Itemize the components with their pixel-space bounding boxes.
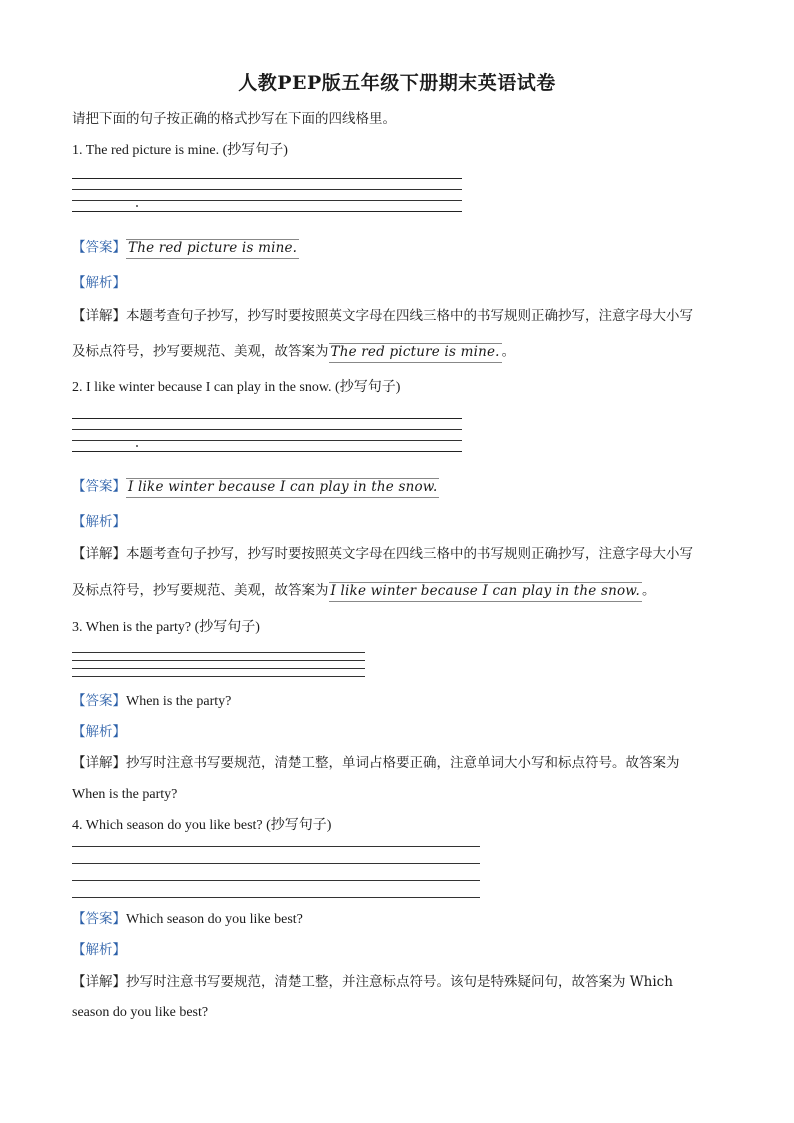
answer-handwriting: The red picture is mine. <box>126 237 299 259</box>
question-3-answer-row: 【答案】When is the party? <box>72 693 232 709</box>
instruction: 请把下面的句子按正确的格式抄写在下面的四线格里。 <box>72 111 396 127</box>
question-1-detail-line-1: 【详解】本题考查句子抄写，抄写时要按照英文字母在四线三格中的书写规则正确抄写，注意字母大小写 <box>72 308 693 324</box>
detail-answer-handwriting: The red picture is mine. <box>329 341 502 363</box>
question-1-writing-lines <box>72 178 462 214</box>
detail-tag: 【详解】 <box>72 308 126 324</box>
question-4-detail-line-1: 【详解】抄写时注意书写要规范，清楚工整，并注意标点符号。该句是特殊疑问句，故答案为 Which <box>72 974 673 990</box>
answer-handwriting: I like winter because I can play in the snow. <box>126 476 439 498</box>
analysis-tag: 【解析】 <box>72 942 126 958</box>
answer-tag: 【答案】 <box>72 911 126 927</box>
detail-tag: 【详解】 <box>72 974 126 990</box>
question-4-detail-line-2: season do you like best? <box>72 1005 209 1020</box>
question-1-answer-row <box>72 237 299 259</box>
question-4-answer-row: 【答案】Which season do you like best? <box>72 911 303 927</box>
question-3-writing-lines <box>72 652 365 678</box>
analysis-tag: 【解析】 <box>72 514 126 530</box>
page-title: 人教PEP版五年级下册期末英语试卷 <box>238 72 556 94</box>
detail-tag: 【详解】 <box>72 546 126 562</box>
question-2-prompt: 2. I like winter because I can play in the snow. (抄写句子) <box>72 380 401 395</box>
analysis-tag: 【解析】 <box>72 724 126 740</box>
analysis-tag: 【解析】 <box>72 275 126 291</box>
question-1-detail-line-2: 及标点符号，抄写要规范、美观，故答案为 The red picture is mine. 。 <box>72 341 515 363</box>
detail-tag: 【详解】 <box>72 755 126 771</box>
question-4-writing-lines <box>72 846 480 898</box>
answer-tag: 【答案】 <box>72 478 126 495</box>
answer-tag: 【答案】 <box>72 693 126 709</box>
question-3-detail-line-2: When is the party? <box>72 787 178 802</box>
answer-tag: 【答案】 <box>72 239 126 256</box>
question-2-detail-line-1: 【详解】本题考查句子抄写，抄写时要按照英文字母在四线三格中的书写规则正确抄写，注意字母大小写 <box>72 546 693 562</box>
question-4-prompt: 4. Which season do you like best? (抄写句子) <box>72 818 332 833</box>
question-3-prompt: 3. When is the party? (抄写句子) <box>72 620 260 635</box>
detail-answer-handwriting: I like winter because I can play in the snow. <box>329 580 642 602</box>
question-3-detail-line-1: 【详解】抄写时注意书写要规范，清楚工整，单词占格要正确，注意单词大小写和标点符号。故答案为 <box>72 755 680 771</box>
question-2-writing-lines <box>72 418 462 454</box>
question-1-prompt: 1. The red picture is mine. (抄写句子) <box>72 143 288 158</box>
question-2-answer-row <box>72 476 439 498</box>
question-2-detail-line-2: 及标点符号，抄写要规范、美观，故答案为 I like winter because I can play in the snow. 。 <box>72 580 655 602</box>
